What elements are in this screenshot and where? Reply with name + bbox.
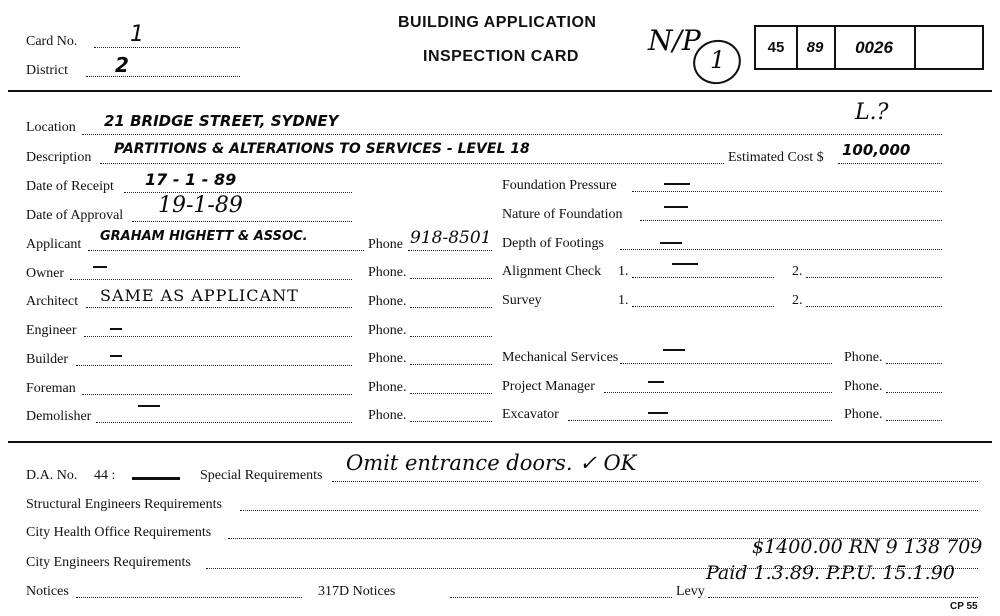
notices-label: Notices (26, 584, 69, 599)
applicant-label: Applicant (26, 237, 82, 252)
estimated-cost-value: 100,000 (842, 141, 911, 159)
foundation-pressure-label: Foundation Pressure (502, 178, 617, 193)
date-of-approval-label: Date of Approval (26, 208, 124, 223)
applicant-line (88, 250, 364, 251)
district-line (86, 76, 240, 77)
levy-line (708, 597, 978, 598)
applicant-value: GRAHAM HIGHETT & ASSOC. (100, 229, 308, 244)
levy-label: Levy (676, 584, 705, 599)
builder-phone-label: Phone. (368, 351, 407, 366)
form-code: CP 55 (950, 601, 978, 612)
estimated-cost-line (838, 163, 942, 164)
foreman-label: Foreman (26, 381, 76, 396)
foreman-phone-line (410, 393, 492, 394)
foreman-line (82, 394, 352, 395)
owner-label: Owner (26, 266, 65, 281)
card-no-value: 1 (130, 22, 144, 47)
details-divider (8, 441, 992, 443)
district-value: 2 (115, 53, 129, 77)
np-mark: N/P (648, 24, 701, 57)
project-manager-dash (648, 381, 664, 383)
city-engineers-value: $1400.00 RN 9 138 709 (752, 536, 983, 558)
builder-label: Builder (26, 352, 68, 367)
demolisher-phone-label: Phone. (368, 408, 407, 423)
demolisher-phone-line (410, 421, 492, 422)
alignment-check-line-1 (632, 277, 774, 278)
levy-value: Paid 1.3.89. P.P.U. 15.1.90 (706, 562, 955, 584)
mechanical-services-dash (663, 349, 685, 351)
description-label: Description (26, 150, 92, 165)
mechanical-services-phone-line (886, 363, 942, 364)
card-no-label: Card No. (26, 34, 78, 49)
location-line (82, 134, 942, 135)
location-value: 21 BRIDGE STREET, SYDNEY (104, 112, 339, 130)
excavator-dash (648, 412, 668, 414)
architect-phone-line (410, 307, 492, 308)
city-engineers-label: City Engineers Requirements (26, 555, 191, 570)
applicant-phone-line (408, 250, 492, 251)
card-no-line (94, 47, 240, 48)
architect-line (86, 307, 352, 308)
engineer-value (110, 328, 122, 330)
owner-phone-line (410, 278, 492, 279)
da-no-label: D.A. No. (26, 468, 78, 483)
alignment-check-num-1: 1. (618, 264, 629, 279)
estimated-cost-label: Estimated Cost $ (728, 150, 824, 165)
nature-of-foundation-line (640, 220, 942, 221)
demolisher-label: Demolisher (26, 409, 92, 424)
project-manager-line (604, 392, 832, 393)
location-note: L.? (855, 100, 889, 125)
architect-phone-label: Phone. (368, 294, 407, 309)
description-line (100, 163, 724, 164)
depth-of-footings-dash (660, 242, 682, 244)
survey-num-1: 1. (618, 293, 629, 308)
owner-line (70, 279, 352, 280)
card-title-line2: INSPECTION CARD (423, 48, 579, 65)
alignment-check-label: Alignment Check (502, 264, 602, 279)
special-requirements-label: Special Requirements (200, 468, 323, 483)
notices-317d-label: 317D Notices (318, 584, 396, 599)
demolisher-value (138, 405, 160, 407)
survey-line-1 (632, 306, 774, 307)
owner-value (93, 266, 107, 268)
date-of-receipt-label: Date of Receipt (26, 179, 114, 194)
da-no-dash (132, 477, 180, 480)
builder-line (76, 365, 352, 366)
notices-317d-line (450, 597, 672, 598)
foundation-pressure-dash (664, 183, 690, 185)
date-of-receipt-value: 17 - 1 - 89 (145, 170, 237, 189)
structural-engineers-label: Structural Engineers Requirements (26, 497, 222, 512)
alignment-check-dash (672, 263, 698, 265)
applicant-phone-label: Phone (368, 237, 403, 252)
location-label: Location (26, 120, 76, 135)
ref-box-2: 89 (806, 39, 824, 56)
project-manager-phone-label: Phone. (844, 379, 883, 394)
structural-engineers-line (240, 510, 978, 511)
depth-of-footings-label: Depth of Footings (502, 236, 604, 251)
architect-label: Architect (26, 294, 79, 309)
mechanical-services-phone-label: Phone. (844, 350, 883, 365)
date-of-approval-line (132, 221, 352, 222)
header-divider (8, 90, 992, 92)
special-requirements-value: Omit entrance doors. ✓ OK (346, 451, 637, 475)
da-no-value: 44 : (94, 468, 116, 483)
owner-phone-label: Phone. (368, 265, 407, 280)
notices-line (76, 597, 302, 598)
depth-of-footings-line (620, 249, 942, 250)
survey-num-2: 2. (792, 293, 803, 308)
description-value: PARTITIONS & ALTERATIONS TO SERVICES - LEVEL 18 (114, 141, 530, 157)
foreman-phone-label: Phone. (368, 380, 407, 395)
circled-number: 1 (710, 46, 726, 74)
city-health-label: City Health Office Requirements (26, 525, 212, 540)
nature-of-foundation-dash (664, 206, 688, 208)
excavator-label: Excavator (502, 407, 559, 422)
builder-phone-line (410, 364, 492, 365)
ref-divider-3 (914, 27, 916, 68)
special-requirements-line (332, 481, 978, 482)
project-manager-label: Project Manager (502, 379, 595, 394)
district-label: District (26, 63, 68, 78)
demolisher-line (96, 422, 352, 423)
mechanical-services-label: Mechanical Services (502, 350, 619, 365)
survey-label: Survey (502, 293, 542, 308)
engineer-label: Engineer (26, 323, 77, 338)
architect-value: SAME AS APPLICANT (100, 286, 299, 305)
card-title-line1: BUILDING APPLICATION (398, 14, 597, 31)
excavator-phone-label: Phone. (844, 407, 883, 422)
ref-box-3: 0026 (855, 37, 893, 57)
alignment-check-num-2: 2. (792, 264, 803, 279)
project-manager-phone-line (886, 392, 942, 393)
date-of-approval-value: 19-1-89 (158, 193, 243, 218)
reference-number-box (754, 25, 984, 70)
ref-box-1: 45 (767, 39, 785, 56)
nature-of-foundation-label: Nature of Foundation (502, 207, 623, 222)
excavator-line (568, 420, 832, 421)
engineer-line (84, 336, 352, 337)
survey-line-2 (806, 306, 942, 307)
builder-value (110, 355, 122, 357)
applicant-phone-value: 918-8501 (410, 228, 492, 248)
excavator-phone-line (886, 420, 942, 421)
engineer-phone-line (410, 336, 492, 337)
mechanical-services-line (620, 363, 832, 364)
engineer-phone-label: Phone. (368, 323, 407, 338)
foundation-pressure-line (632, 191, 942, 192)
alignment-check-line-2 (806, 277, 942, 278)
